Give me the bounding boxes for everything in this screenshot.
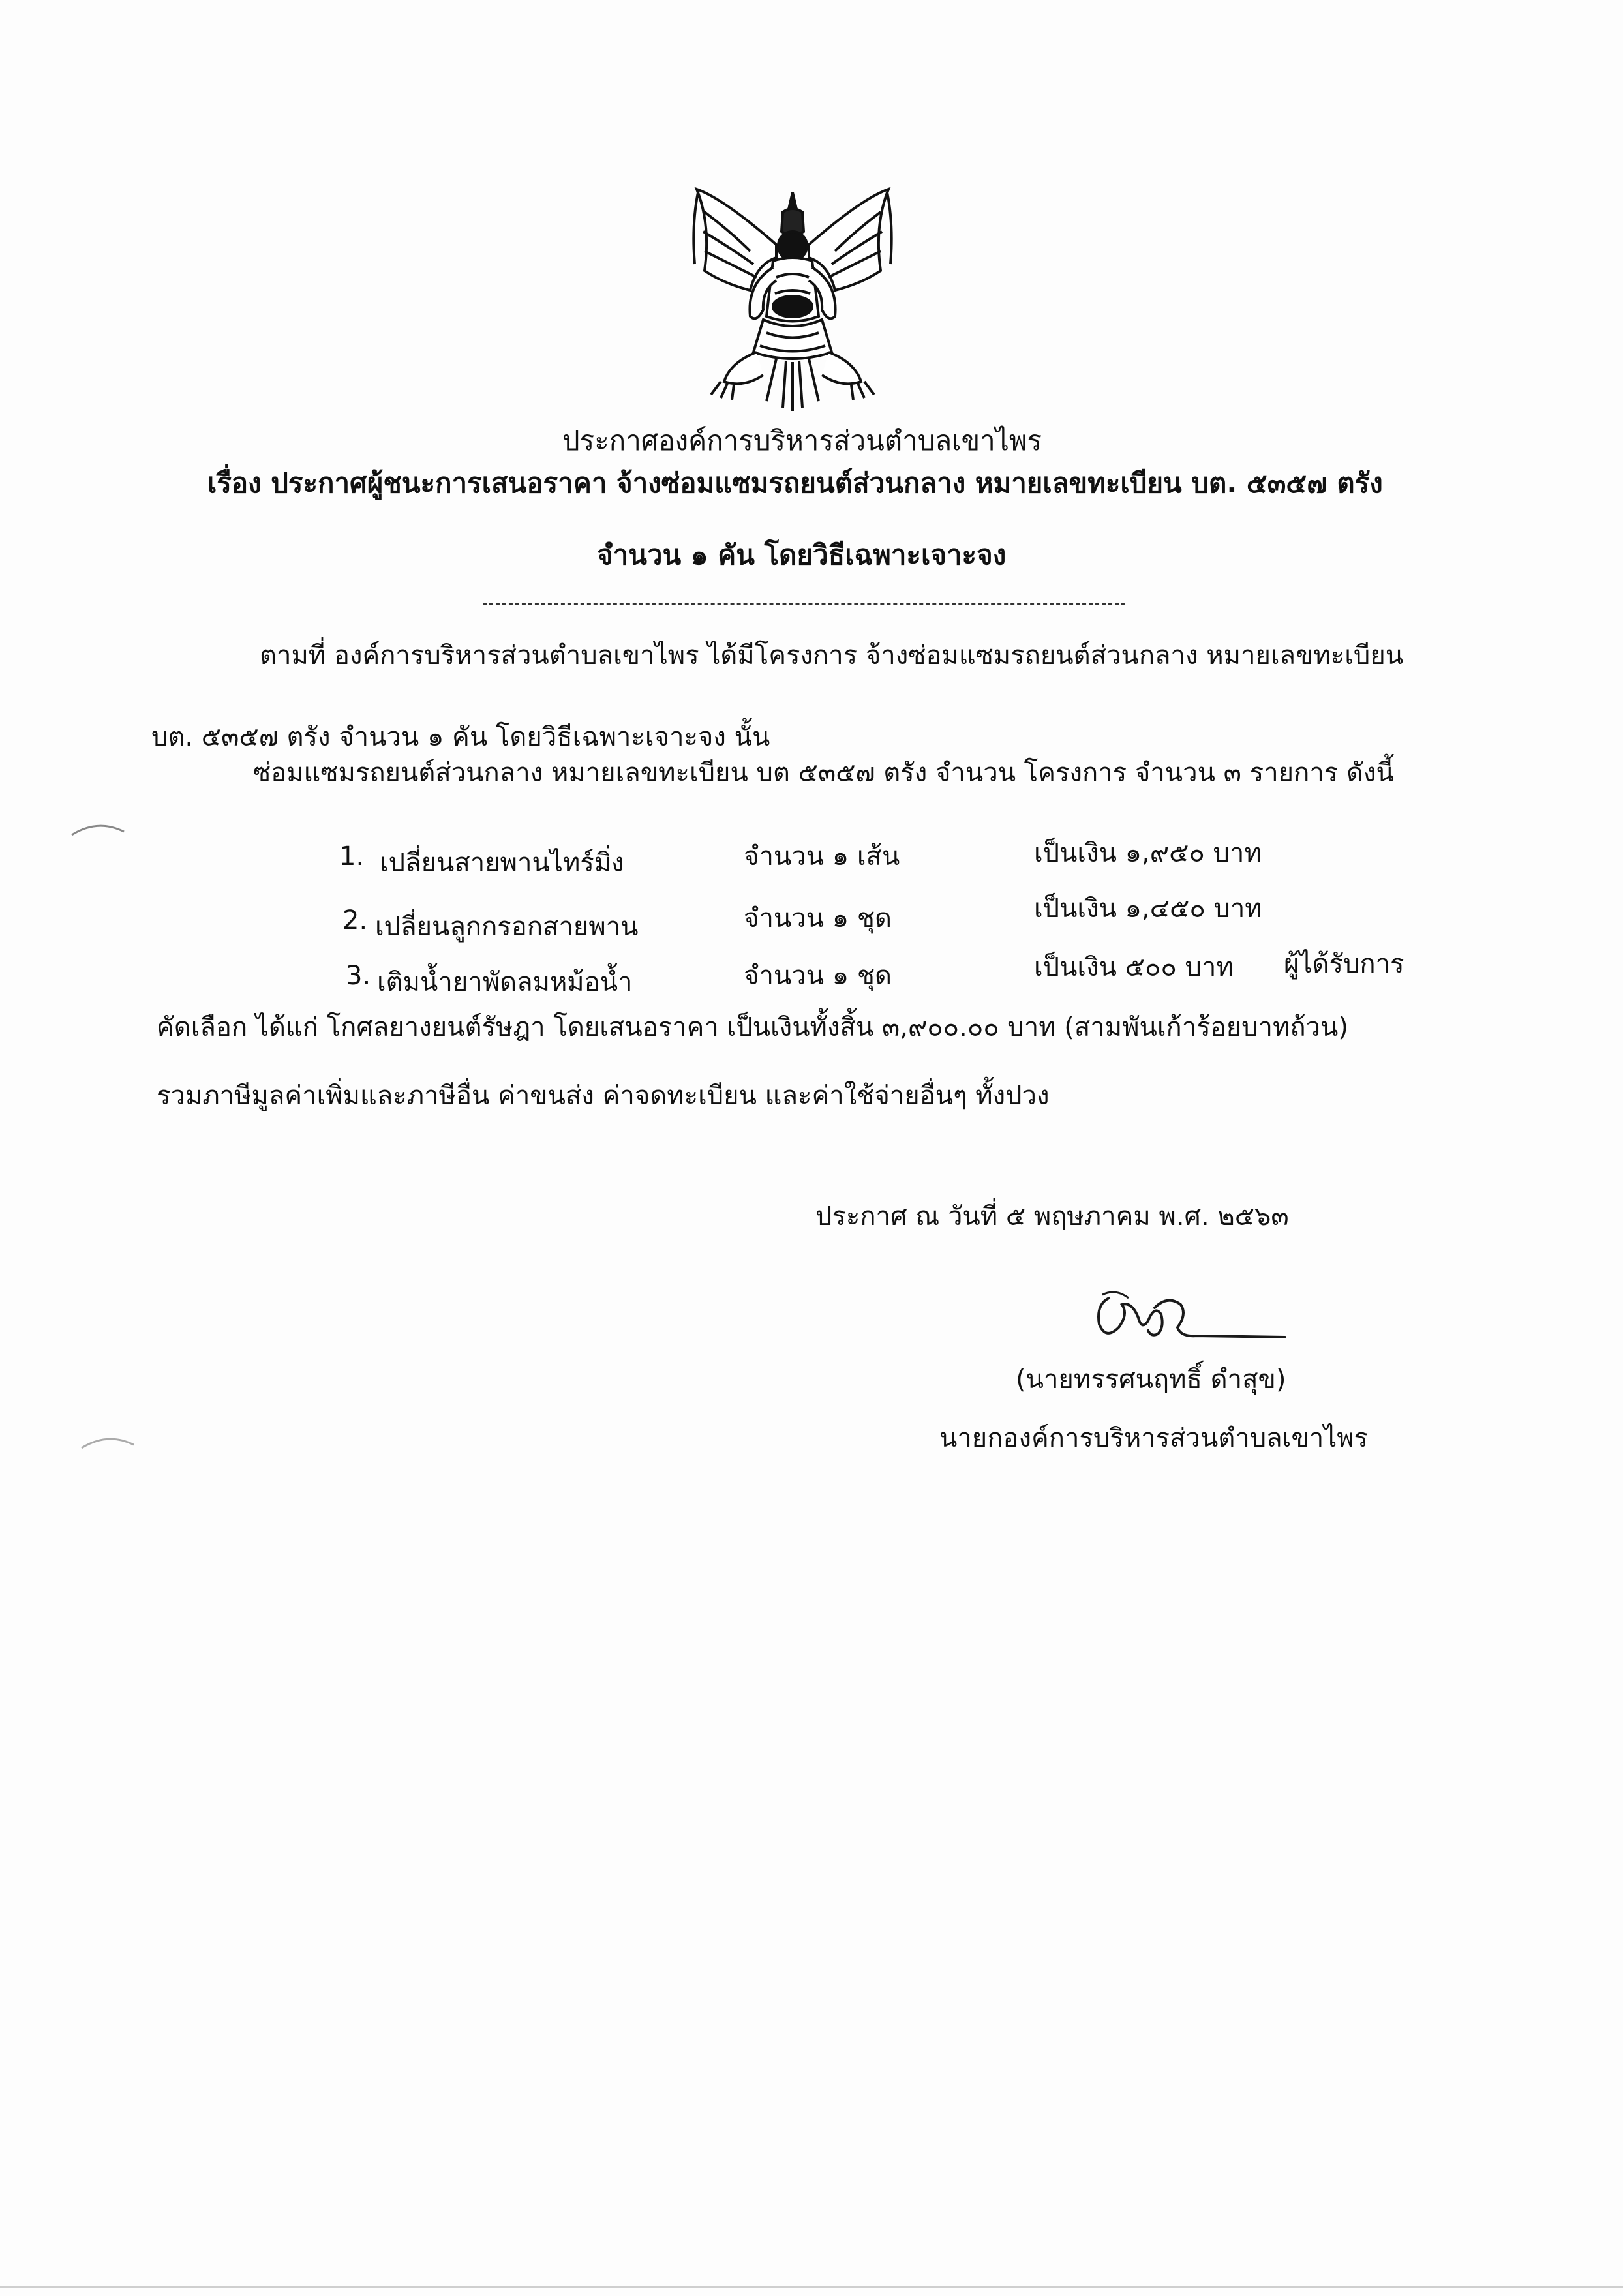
paragraph-intro: ตามที่ องค์การบริหารส่วนตำบลเขาไพร ได้มีโครงการ จ้างซ่อมแซมรถยนต์ส่วนกลาง หมายเลขทะเบียน: [260, 641, 1404, 671]
dashed-divider: [483, 603, 1125, 605]
announcement-title: ประกาศองค์การบริหารส่วนตำบลเขาไพร: [562, 425, 1042, 457]
handwritten-signature: [1083, 1278, 1292, 1350]
signer-title: นายกองค์การบริหารส่วนตำบลเขาไพร: [939, 1423, 1369, 1453]
announcement-date: ประกาศ ณ วันที่ ๕ พฤษภาคม พ.ศ. ๒๕๖๓: [815, 1201, 1289, 1231]
signer-name: (นายทรรศนฤทธิ์ ดำสุข): [1016, 1365, 1286, 1395]
item-price: เป็นเงิน ๑,๙๕๐ บาท: [1034, 838, 1262, 868]
punch-hole-mark: [68, 815, 127, 841]
item-name: เปลี่ยนลูกกรอกสายพาน: [375, 912, 639, 942]
item-price: เป็นเงิน ๑,๔๕๐ บาท: [1034, 894, 1262, 924]
item-quantity: จำนวน ๑ เส้น: [744, 841, 900, 871]
paragraph-intro-line2: บต. ๕๓๕๗ ตรัง จำนวน ๑ คัน โดยวิธีเฉพาะเจาะจง นั้น: [151, 722, 770, 752]
item-name: เปลี่ยนสายพานไทร์มิ่ง: [380, 848, 624, 878]
paragraph-items-intro: ซ่อมแซมรถยนต์ส่วนกลาง หมายเลขทะเบียน บต ๕๓๕๗ ตรัง จำนวน โครงการ จำนวน ๓ รายการ ดังนี้: [253, 758, 1394, 788]
announcement-subject: เรื่อง ประกาศผู้ชนะการเสนอราคา จ้างซ่อมแซมรถยนต์ส่วนกลาง หมายเลขทะเบียน บต. ๕๓๕๗ ตรัง: [207, 467, 1383, 499]
punch-hole-mark: [78, 1428, 137, 1455]
paragraph-tax-note: รวมภาษีมูลค่าเพิ่มและภาษีอื่น ค่าขนส่ง ค่าจดทะเบียน และค่าใช้จ่ายอื่นๆ ทั้งปวง: [157, 1081, 1050, 1111]
item-number: 3.: [346, 961, 371, 991]
paragraph-winner: คัดเลือก ได้แก่ โกศลยางยนต์รัษฎา โดยเสนอราคา เป็นเงินทั้งสิ้น ๓,๙๐๐.๐๐ บาท (สามพันเก้าร้อยบาทถ้วน): [157, 1012, 1348, 1042]
garuda-emblem-icon: [685, 186, 900, 414]
scan-edge-line: [0, 2286, 1623, 2288]
item-tail-text: ผู้ได้รับการ: [1284, 949, 1404, 979]
item-price: เป็นเงิน ๕๐๐ บาท: [1034, 952, 1234, 982]
item-quantity: จำนวน ๑ ชุด: [744, 961, 892, 991]
item-name: เติมน้ำยาพัดลมหม้อน้ำ: [377, 967, 633, 997]
announcement-subject-line2: จำนวน ๑ คัน โดยวิธีเฉพาะเจาะจง: [597, 539, 1007, 571]
item-quantity: จำนวน ๑ ชุด: [744, 903, 892, 933]
item-number: 2.: [342, 905, 368, 935]
item-number: 1.: [339, 841, 365, 871]
